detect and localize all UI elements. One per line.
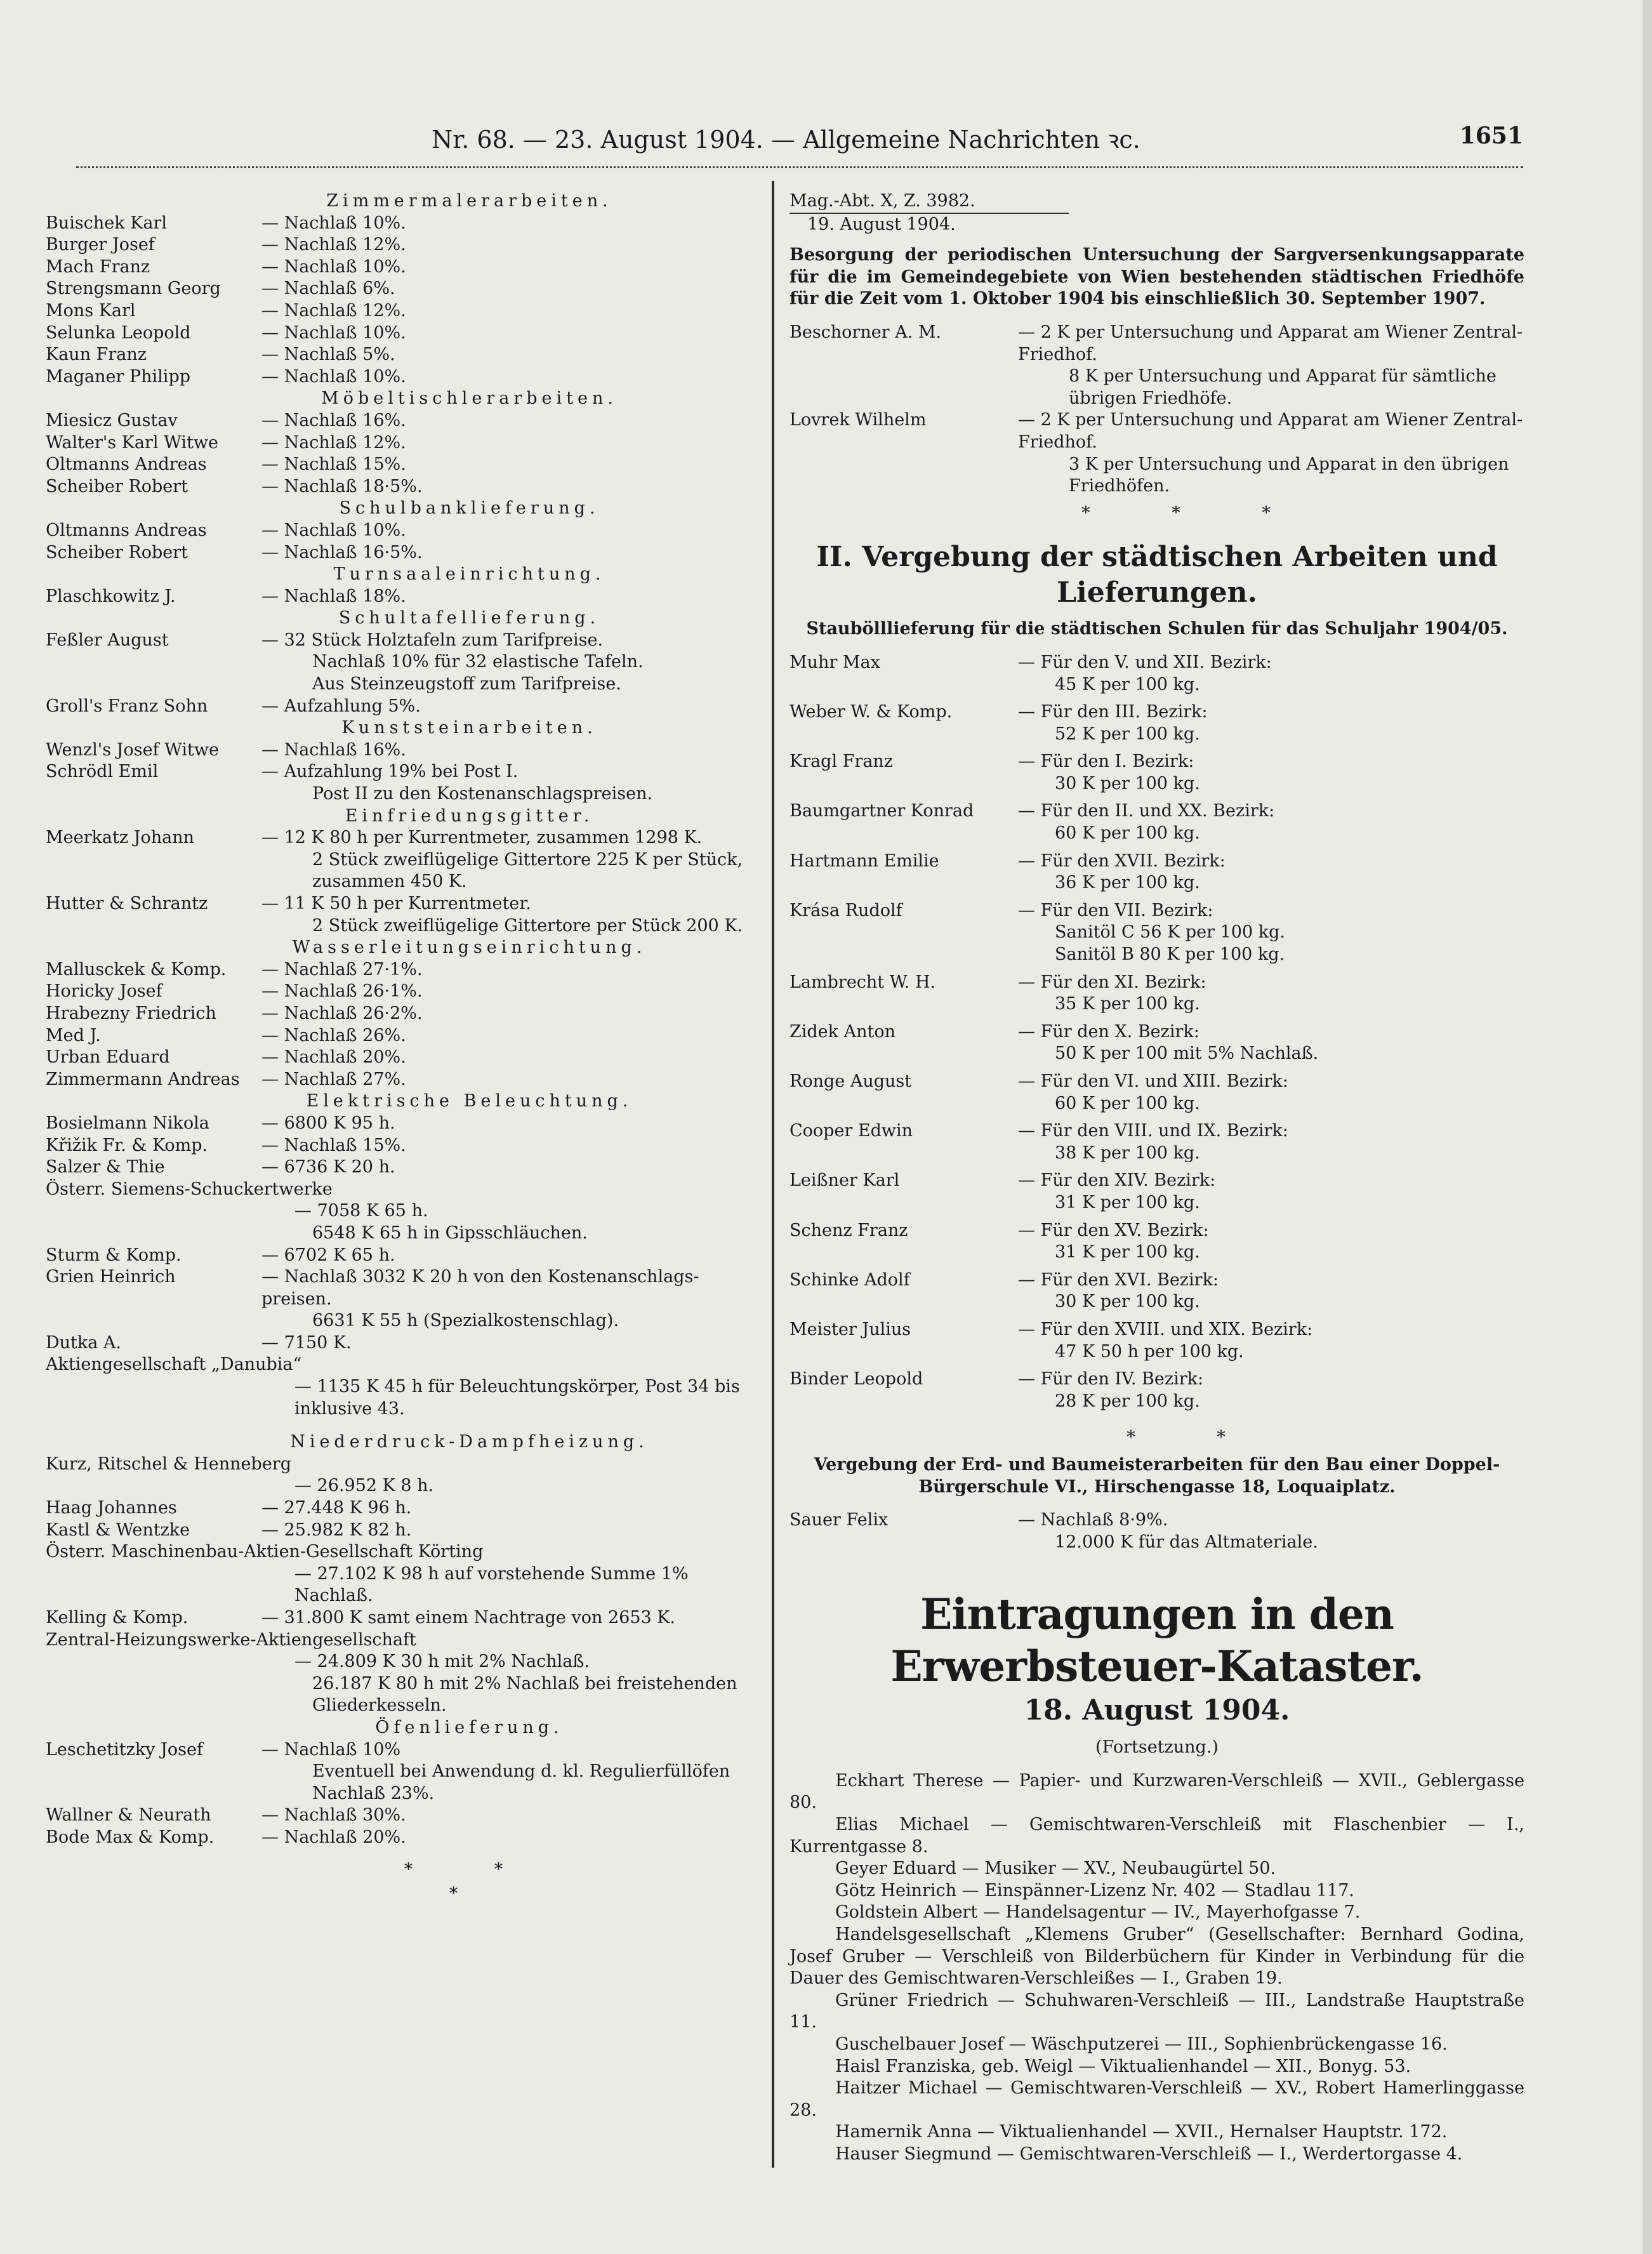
section-heading: Kunststeinarbeiten. <box>341 718 597 738</box>
bid-value: — 25.982 K 82 h. <box>261 1520 412 1540</box>
bid-value: — Für den IV. Bezirk: <box>1018 1369 1204 1389</box>
bid-value: — 2 K per Untersuchung und Apparat am Wiener Zentral-Friedhof. <box>1018 322 1523 364</box>
bid-continuation: 6631 K 55 h (Spezialkostenschlag). <box>312 1311 619 1331</box>
list-item <box>46 1025 760 1047</box>
continuation-note: (Fortsetzung.) <box>1095 1737 1219 1758</box>
bidder-name: Salzer & Thie <box>46 1157 165 1177</box>
register-entry: Elias Michael — Gemischtwaren-Verschleiß mit Flaschenbier — I., Kurrentgasse 8. <box>790 1815 1524 1857</box>
bid-value: — Für den XI. Bezirk: <box>1018 972 1206 992</box>
list-item <box>46 1607 760 1629</box>
bidder-name: Urban Eduard <box>46 1047 170 1068</box>
bidder-name: Sturm & Komp. <box>46 1245 182 1265</box>
list-item <box>790 751 1524 773</box>
register-heading: Eintragungen in den Erwerbsteuer-Kataster. <box>890 1589 1424 1692</box>
bid-value: — Nachlaß 10%. <box>261 520 406 540</box>
bid-continuation: — 26.952 K 8 h. <box>294 1476 434 1496</box>
bid-value: — Nachlaß 5%. <box>261 345 395 365</box>
bid-continuation: 60 K per 100 kg. <box>1055 1093 1200 1113</box>
bid-continuation: Sanitöl C 56 K per 100 kg. <box>1055 922 1285 943</box>
list-item <box>46 696 760 718</box>
bidder-name: Oltmanns Andreas <box>46 520 207 540</box>
list-item <box>46 1266 760 1310</box>
list-item <box>46 1069 760 1091</box>
bidder-name: Mons Karl <box>46 300 136 321</box>
bidder-name: Mach Franz <box>46 256 150 277</box>
bidder-name: Groll's Franz Sohn <box>46 696 208 716</box>
left-column <box>46 190 760 1911</box>
bid-continuation: — 24.809 K 30 h mit 2% Nachlaß. <box>294 1652 590 1672</box>
separator-stars: * <box>449 1884 496 1904</box>
register-entry: Hauser Siegmund — Gemischtwaren-Verschleiß — I., Werdertorgasse 4. <box>835 2144 1463 2164</box>
bid-value: — Nachlaß 12%. <box>261 432 406 453</box>
bid-continuation: 31 K per 100 kg. <box>1055 1242 1200 1263</box>
list-item <box>46 432 760 454</box>
list-item <box>46 410 760 432</box>
list-item <box>790 1021 1524 1044</box>
bid-value: — Aufzahlung 5%. <box>261 696 421 716</box>
list-item <box>46 1332 760 1355</box>
list-item <box>46 981 760 1003</box>
bid-value: — Für den III. Bezirk: <box>1018 702 1208 722</box>
bidder-name: Med J. <box>46 1025 101 1045</box>
bid-value: — Für den I. Bezirk: <box>1018 752 1194 772</box>
section-heading: Schulbanklieferung. <box>339 498 600 519</box>
bid-value: — Nachlaß 3032 K 20 h von den Kostenanschlags-preisen. <box>261 1267 699 1309</box>
bid-value: — Für den II. und XX. Bezirk: <box>1018 801 1275 821</box>
register-entry: Handelsgesellschaft „Klemens Gruber“ (Gesellschafter: Bernhard Godina, Josef Gruber — Verschleiß von Bilderbüchern für Kinder in Verbindung für die Dauer des Gemischtwaren-Verschleißes — I., Graben 19. <box>790 1925 1524 1989</box>
bid-value: — Nachlaß 26%. <box>261 1025 406 1045</box>
list-item <box>46 234 760 256</box>
bid-value: — Für den XVIII. und XIX. Bezirk: <box>1018 1319 1313 1339</box>
bidder-name: Leschetitzky Josef <box>46 1739 203 1760</box>
department-reference: Mag.-Abt. X, Z. 3982. <box>790 190 1069 214</box>
bid-value: — Für den XIV. Bezirk: <box>1018 1170 1216 1191</box>
bidder-name: Kelling & Komp. <box>46 1608 188 1628</box>
list-item <box>46 586 760 608</box>
list-item <box>46 520 760 542</box>
bid-continuation: 28 K per 100 kg. <box>1055 1391 1200 1411</box>
list-item <box>46 1113 760 1135</box>
bid-value: — Nachlaß 26·2%. <box>261 1003 423 1023</box>
bidder-name: Grien Heinrich <box>46 1267 176 1287</box>
list-item <box>46 630 760 652</box>
section-list <box>46 1497 760 1541</box>
section-heading: Wasserleitungseinrichtung. <box>292 938 647 958</box>
bidder-name: Schinke Adolf <box>790 1270 910 1290</box>
bid-value: — Nachlaß 27·1%. <box>261 959 423 979</box>
bid-continuation: 52 K per 100 kg. <box>1055 724 1200 744</box>
bid-continuation: 8 K per Untersuchung und Apparat für sämtliche übrigen Friedhöfe. <box>1069 366 1497 408</box>
list-item <box>46 1047 760 1069</box>
bidder-name: Selunka Leopold <box>46 322 191 343</box>
section-heading: Elektrische Beleuchtung. <box>306 1091 633 1111</box>
list-item <box>790 1369 1524 1391</box>
bid-value: — 12 K 80 h per Kurrentmeter, zusammen 1298 K. <box>261 828 703 848</box>
bid-continuation: 30 K per 100 kg. <box>1055 773 1200 793</box>
bid-value: — Nachlaß 10%. <box>261 322 406 343</box>
list-item <box>46 542 760 564</box>
bid-continuation: Aus Steinzeugstoff zum Tarifpreise. <box>312 674 621 694</box>
bid-continuation: 12.000 K für das Altmateriale. <box>1055 1532 1318 1552</box>
bidder-name: Kragl Franz <box>790 752 894 772</box>
bid-continuation: 6548 K 65 h in Gipsschläuchen. <box>312 1223 588 1243</box>
bid-value: — Nachlaß 10%. <box>261 213 406 233</box>
list-item <box>46 1157 760 1179</box>
list-item <box>790 1120 1524 1143</box>
bid-continuation: 31 K per 100 kg. <box>1055 1192 1200 1212</box>
bid-value: — 31.800 K samt einem Nachtrage von 2653 K. <box>261 1608 676 1628</box>
section-title: II. Vergebung der städtischen Arbeiten und Lieferungen. <box>816 541 1498 609</box>
register-entry: Grüner Friedrich — Schuhwaren-Verschleiß — III., Landstraße Hauptstraße 11. <box>790 1990 1524 2032</box>
bid-value: — Nachlaß 15%. <box>261 1135 406 1155</box>
bidder-name: Hutter & Schrantz <box>46 894 208 913</box>
list-item <box>790 1170 1524 1192</box>
section-heading: Niederdruck-Dampfheizung. <box>290 1432 649 1452</box>
register-entry: Geyer Eduard — Musiker — XV., Neubaugürtel 50. <box>835 1859 1276 1879</box>
bid-value: — Nachlaß 26·1%. <box>261 981 423 1002</box>
bid-value: — 6800 K 95 h. <box>261 1113 395 1133</box>
bidder-name: Kastl & Wentzke <box>46 1520 190 1540</box>
list-item <box>46 300 760 322</box>
list-item <box>46 344 760 366</box>
bidder-name: Scheiber Robert <box>46 476 188 496</box>
list-item <box>790 900 1524 922</box>
register-entries <box>790 1770 1524 2166</box>
bidder-name: Sauer Felix <box>790 1510 889 1530</box>
section-list <box>46 1805 760 1848</box>
list-item <box>46 959 760 981</box>
bid-value: — Nachlaß 15%. <box>261 454 406 475</box>
bid-continuation: 26.187 K 80 h mit 2% Nachlaß bei freistehenden Gliederkesseln. <box>312 1673 737 1716</box>
bid-continuation: — 7058 K 65 h. <box>294 1201 428 1221</box>
bidder-name: Muhr Max <box>790 652 880 672</box>
bid-value: — 32 Stück Holztafeln zum Tarifpreise. <box>261 630 604 650</box>
bidder-name: Weber W. & Komp. <box>790 702 953 722</box>
section-list <box>46 959 760 1091</box>
section-heading: Schultafellieferung. <box>338 608 600 628</box>
bid-continuation: 36 K per 100 kg. <box>1055 873 1200 893</box>
list-item <box>46 1739 760 1761</box>
bidder-name: Binder Leopold <box>790 1369 923 1389</box>
date-line: 19. August 1904. <box>807 214 956 234</box>
register-entry: Götz Heinrich — Einspänner-Lizenz Nr. 402 — Stadlau 117. <box>835 1880 1354 1900</box>
bid-continuation: 35 K per 100 kg. <box>1055 994 1200 1014</box>
bid-continuation: 45 K per 100 kg. <box>1055 674 1200 694</box>
bid-continuation: — 27.102 K 98 h auf vorstehende Summe 1% Nachlaß. <box>294 1563 689 1606</box>
list-item <box>790 1220 1524 1242</box>
section-heading: Einfriedungsgitter. <box>345 805 594 826</box>
bid-continuation: 30 K per 100 kg. <box>1055 1292 1200 1312</box>
list-item <box>790 1270 1524 1292</box>
bidder-name: Ronge August <box>790 1071 912 1091</box>
register-entry: Eckhart Therese — Papier- und Kurzwaren-Verschleiß — XVII., Geblergasse 80. <box>790 1770 1524 1813</box>
oil-bid-list <box>790 652 1524 1418</box>
bid-value: — Nachlaß 16%. <box>261 410 406 430</box>
bid-value: — Für den VII. Bezirk: <box>1018 900 1213 920</box>
register-entry: Goldstein Albert — Handelsagentur — IV., Mayerhofgasse 7. <box>835 1902 1361 1923</box>
list-item <box>46 476 760 498</box>
bid-value: — Nachlaß 8·9%. <box>1018 1510 1168 1530</box>
bidder-name: Bosielmann Nikola <box>46 1113 209 1133</box>
list-item <box>790 1071 1524 1093</box>
bid-value: — Nachlaß 20%. <box>261 1827 406 1847</box>
bidder-name: Österr. Siemens-Schuckertwerke <box>46 1179 333 1199</box>
list-item <box>46 1520 760 1542</box>
bid-value: — Aufzahlung 19% bei Post I. <box>261 762 519 782</box>
register-date: 18. August 1904. <box>1024 1694 1290 1727</box>
bid-value: — Für den XV. Bezirk: <box>1018 1220 1209 1240</box>
bidder-name: Haag Johannes <box>46 1498 177 1518</box>
bid-continuation: 3 K per Untersuchung und Apparat in den übrigen Friedhöfen. <box>1069 454 1509 496</box>
bidder-name: Leißner Karl <box>790 1170 900 1191</box>
list-item <box>790 1509 1524 1532</box>
bidder-name: Maganer Philipp <box>46 366 191 387</box>
section-list <box>46 410 760 498</box>
bid-continuation: Eventuell bei Anwendung d. kl. Regulierfüllöfen Nachlaß 23%. <box>312 1761 730 1803</box>
bid-continuation: 2 Stück zweiflügelige Gittertore 225 K per Stück, <box>312 849 743 870</box>
section-list <box>46 520 760 564</box>
list-item <box>46 739 760 762</box>
list-item <box>46 256 760 279</box>
bid-value: — Nachlaß 12%. <box>261 300 406 321</box>
list-item <box>46 761 760 783</box>
list-item <box>790 652 1524 674</box>
section-list <box>46 586 760 608</box>
bid-continuation: Sanitöl B 80 K per 100 kg. <box>1055 945 1285 965</box>
bid-value: — 7150 K. <box>261 1332 352 1353</box>
page-header <box>0 123 1652 161</box>
bid-value: — Nachlaß 10%. <box>261 256 406 277</box>
bid-value: — Für den XVI. Bezirk: <box>1018 1270 1219 1290</box>
bid-value: — Nachlaß 10% <box>261 1739 401 1760</box>
bid-continuation: 38 K per 100 kg. <box>1055 1143 1200 1163</box>
bid-value: — Nachlaß 20%. <box>261 1047 406 1068</box>
bidder-name: Lovrek Wilhelm <box>790 410 927 430</box>
column-divider <box>772 181 774 2168</box>
bid-value: — Nachlaß 16%. <box>261 739 406 760</box>
bidder-name: Cooper Edwin <box>790 1121 913 1141</box>
bidder-name: Kaun Franz <box>46 345 147 365</box>
register-entry: Haitzer Michael — Gemischtwaren-Verschleiß — XV., Robert Hamerlinggasse 28. <box>790 2078 1524 2120</box>
bid-value: — 27.448 K 96 h. <box>261 1498 412 1518</box>
bid-value: — 6702 K 65 h. <box>261 1245 395 1265</box>
bidder-name: Zimmermann Andreas <box>46 1069 240 1089</box>
list-item <box>46 1805 760 1827</box>
bid-value: — Für den V. und XII. Bezirk: <box>1018 652 1272 672</box>
bidder-name: Plaschkowitz J. <box>46 586 176 606</box>
bid-continuation: zusammen 450 K. <box>312 872 467 892</box>
bid-continuation: — 1135 K 45 h für Beleuchtungskörper, Post 34 bis inklusive 43. <box>294 1377 740 1419</box>
bidder-name: Hartmann Emilie <box>790 851 939 871</box>
bidder-name: Zentral-Heizungswerke-Aktiengesellschaft <box>46 1629 416 1650</box>
bidder-name: Beschorner A. M. <box>790 322 942 342</box>
bid-continuation: 50 K per 100 mit 5% Nachlaß. <box>1055 1044 1319 1064</box>
section-heading: Turnsaaleinrichtung. <box>333 564 605 585</box>
subsection-title: Vergebung der Erd- und Baumeisterarbeiten für den Bau einer Doppel-Bürgerschule VI., Hirschengasse 18, Loquaiplatz. <box>814 1454 1500 1497</box>
section-heading: Zimmermalerarbeiten. <box>326 191 612 211</box>
list-item <box>790 409 1524 453</box>
separator-stars: * * * <box>1081 503 1309 523</box>
section-heading: Möbeltischlerarbeiten. <box>321 388 618 409</box>
bid-value: — Nachlaß 18%. <box>261 586 406 606</box>
tender-description: Besorgung der periodischen Untersuchung der Sargversenkungsapparate für die im Gemeindegebiete von Wien bestehenden städtischen Friedhöfe für die Zeit vom 1. Oktober 1904 bis einschließlich 30. September 1907. <box>790 245 1524 309</box>
bidder-name: Strengsmann Georg <box>46 279 221 299</box>
bid-value: — Nachlaß 6%. <box>261 279 395 299</box>
separator-stars: * * <box>1127 1428 1264 1448</box>
list-item <box>790 322 1524 366</box>
list-item <box>46 827 760 849</box>
bidder-name: Burger Josef <box>46 235 155 255</box>
bidder-name: Oltmanns Andreas <box>46 454 207 475</box>
list-item <box>790 972 1524 994</box>
list-item <box>790 800 1524 823</box>
register-entry: Haisl Franziska, geb. Weigl — Viktualienhandel — XII., Bonyg. 53. <box>835 2056 1411 2076</box>
bidder-name: Křižik Fr. & Komp. <box>46 1135 208 1155</box>
bidder-name: Wenzl's Josef Witwe <box>46 739 219 760</box>
bid-continuation: 2 Stück zweiflügelige Gittertore per Stück 200 K. <box>312 915 743 936</box>
list-item <box>46 213 760 235</box>
bidder-name: Bode Max & Komp. <box>46 1827 215 1847</box>
bidder-name: Horicky Josef <box>46 981 162 1002</box>
bid-continuation: Nachlaß 10% für 32 elastische Tafeln. <box>312 652 644 672</box>
page-edge <box>1642 0 1652 2254</box>
bidder-name: Mallusckek & Komp. <box>46 959 227 979</box>
section-list <box>46 1113 760 1179</box>
bidder-name: Wallner & Neurath <box>46 1805 211 1826</box>
bidder-name: Meerkatz Johann <box>46 828 194 848</box>
running-head: Nr. 68. — 23. August 1904. — Allgemeine Nachrichten ꝛc. <box>432 126 1140 154</box>
bid-continuation: Post II zu den Kostenanschlagspreisen. <box>312 784 653 804</box>
bidder-name: Schrödl Emil <box>46 762 159 782</box>
subsection-title: Staubölllieferung für die städtischen Schulen für das Schuljahr 1904/05. <box>806 619 1508 639</box>
bidder-name: Österr. Maschinenbau-Aktien-Gesellschaft Körting <box>46 1542 484 1562</box>
bidder-name: Miesicz Gustav <box>46 410 178 430</box>
list-item <box>790 851 1524 873</box>
right-column <box>790 190 1524 2166</box>
bid-value: — Nachlaß 30%. <box>261 1805 406 1826</box>
bid-value: — Für den VIII. und IX. Bezirk: <box>1018 1121 1288 1141</box>
list-item <box>46 1245 760 1267</box>
bid-value: — Nachlaß 10%. <box>261 366 406 387</box>
list-item <box>46 1135 760 1157</box>
list-item <box>46 322 760 345</box>
page-number: 1651 <box>1459 123 1523 149</box>
bidder-name: Walter's Karl Witwe <box>46 432 218 453</box>
bidder-name: Feßler August <box>46 630 169 650</box>
bid-value: — Nachlaß 12%. <box>261 235 406 255</box>
header-rule <box>76 166 1523 168</box>
bid-continuation: 60 K per 100 kg. <box>1055 823 1200 844</box>
bidder-name: Lambrecht W. H. <box>790 972 936 992</box>
list-item <box>790 701 1524 724</box>
bid-value: — Nachlaß 18·5%. <box>261 476 423 496</box>
list-item <box>46 893 760 915</box>
bid-value: — Nachlaß 27%. <box>261 1069 406 1089</box>
bid-continuation: 47 K 50 h per 100 kg. <box>1055 1341 1244 1362</box>
list-item <box>46 454 760 476</box>
bidder-name: Hrabezny Friedrich <box>46 1003 216 1023</box>
section-heading: Öfenlieferung. <box>375 1717 564 1737</box>
bid-value: — Für den VI. und XIII. Bezirk: <box>1018 1071 1288 1091</box>
bidder-name: Schenz Franz <box>790 1220 908 1240</box>
bid-value: — 2 K per Untersuchung und Apparat am Wiener Zentral-Friedhof. <box>1018 410 1523 452</box>
list-item <box>46 1497 760 1520</box>
bidder-name: Dutka A. <box>46 1332 122 1353</box>
bid-value: — Für den XVII. Bezirk: <box>1018 851 1226 871</box>
register-entry: Hamernik Anna — Viktualienhandel — XVII., Hernalser Hauptstr. 172. <box>835 2122 1448 2142</box>
section-list <box>46 213 760 388</box>
bidder-name: Scheiber Robert <box>46 542 188 562</box>
bidder-name: Kurz, Ritschel & Henneberg <box>46 1454 291 1474</box>
separator-stars: * * <box>404 1859 541 1879</box>
register-entry: Guschelbauer Josef — Wäschputzerei — III., Sophienbrückengasse 16. <box>835 2034 1448 2054</box>
list-item <box>46 1827 760 1849</box>
bidder-name: Zidek Anton <box>790 1021 895 1042</box>
list-item <box>790 1319 1524 1341</box>
bid-value: — 11 K 50 h per Kurrentmeter. <box>261 894 531 913</box>
list-item <box>46 278 760 300</box>
bidder-name: Krása Rudolf <box>790 900 902 920</box>
bid-value: — Für den X. Bezirk: <box>1018 1021 1199 1042</box>
list-item <box>46 366 760 388</box>
list-item <box>46 1003 760 1025</box>
bid-value: — Nachlaß 16·5%. <box>261 542 423 562</box>
bidder-name: Baumgartner Konrad <box>790 801 974 821</box>
bidder-name: Meister Julius <box>790 1319 911 1339</box>
bidder-name: Buischek Karl <box>46 213 167 233</box>
bid-value: — 6736 K 20 h. <box>261 1157 395 1177</box>
bidder-name: Aktiengesellschaft „Danubia“ <box>46 1355 302 1375</box>
